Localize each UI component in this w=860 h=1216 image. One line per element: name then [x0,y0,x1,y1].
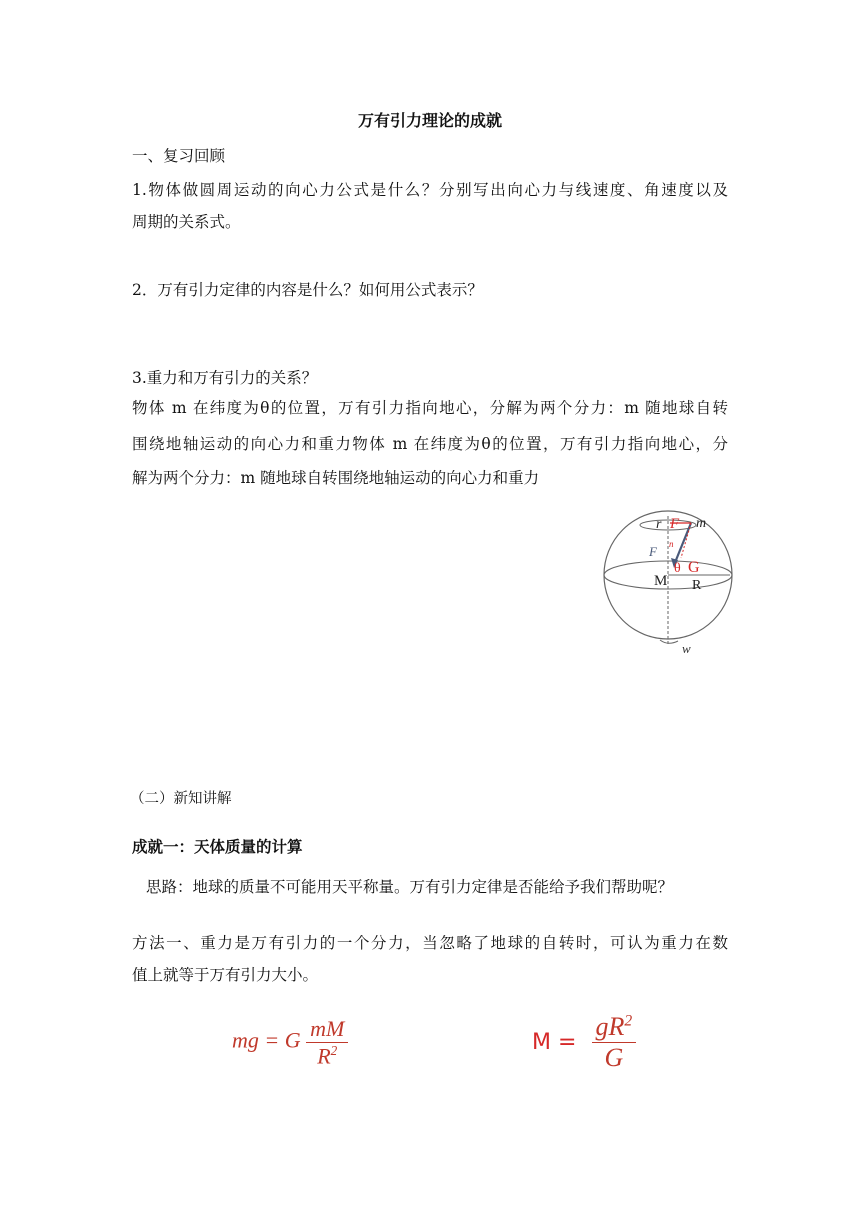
idea-paragraph: 思路：地球的质量不可能用天平称量。万有引力定律是否能给予我们帮助呢？ [146,878,674,896]
formula1-fraction [306,1016,348,1069]
formula-gravity-equation [232,1016,348,1069]
question-3: 3.重力和万有引力的关系？ [132,369,318,387]
question-3-line-1: 物体 m 在纬度为θ的位置，万有引力指向地心，分解为两个分力：m 随地球自转 [132,399,728,417]
formula2-numerator: $gR^2$ [592,1012,637,1043]
question-3-line-2: 围绕地轴运动的向心力和重力物体 m 在纬度为θ的位置，万有引力指向地心，分 [132,435,728,453]
label-g: G [688,559,700,576]
formula1-lhs: mg = G [232,1027,301,1053]
question-1-line-1: 1.物体做圆周运动的向心力公式是什么？分别写出向心力与线速度、角速度以及 [132,181,728,199]
formula1-denominator: $R^2$ [317,1043,338,1069]
label-m: m [696,516,707,531]
earth-gravity-diagram [598,508,748,658]
formula1-numerator: mM [306,1016,348,1043]
label-f-left: F [649,544,657,559]
formula2-denominator: G [604,1043,624,1072]
method-line-1: 方法一、重力是万有引力的一个分力，当忽略了地球的自转时，可认为重力在数 [132,934,728,952]
formula2-fraction [592,1012,637,1073]
label-big-r: R [692,578,702,593]
achievement-heading: 成就一：天体质量的计算 [132,838,303,856]
label-f-top: F [670,516,680,532]
formula-mass-equation [532,1012,636,1073]
label-w: w [682,641,691,656]
label-theta: θ [674,561,681,576]
question-1-line-2: 周期的关系式。 [132,213,241,231]
question-3-line-3: 解为两个分力：m 随地球自转围绕地轴运动的向心力和重力 [132,469,540,487]
formula2-prefix: M = [532,1030,577,1055]
section-heading-new-knowledge: （二）新知讲解 [130,791,232,807]
label-r: r [656,517,662,532]
rotation-arrow [660,640,678,643]
weight-arrow [681,523,691,558]
label-big-m: M [654,573,668,589]
question-2: 2．万有引力定律的内容是什么？如何用公式表示？ [132,281,483,299]
section-heading-review: 一、复习回顾 [132,147,226,165]
label-n: n [669,539,674,549]
method-line-2: 值上就等于万有引力大小。 [132,966,319,984]
page-title: 万有引力理论的成就 [357,111,502,130]
